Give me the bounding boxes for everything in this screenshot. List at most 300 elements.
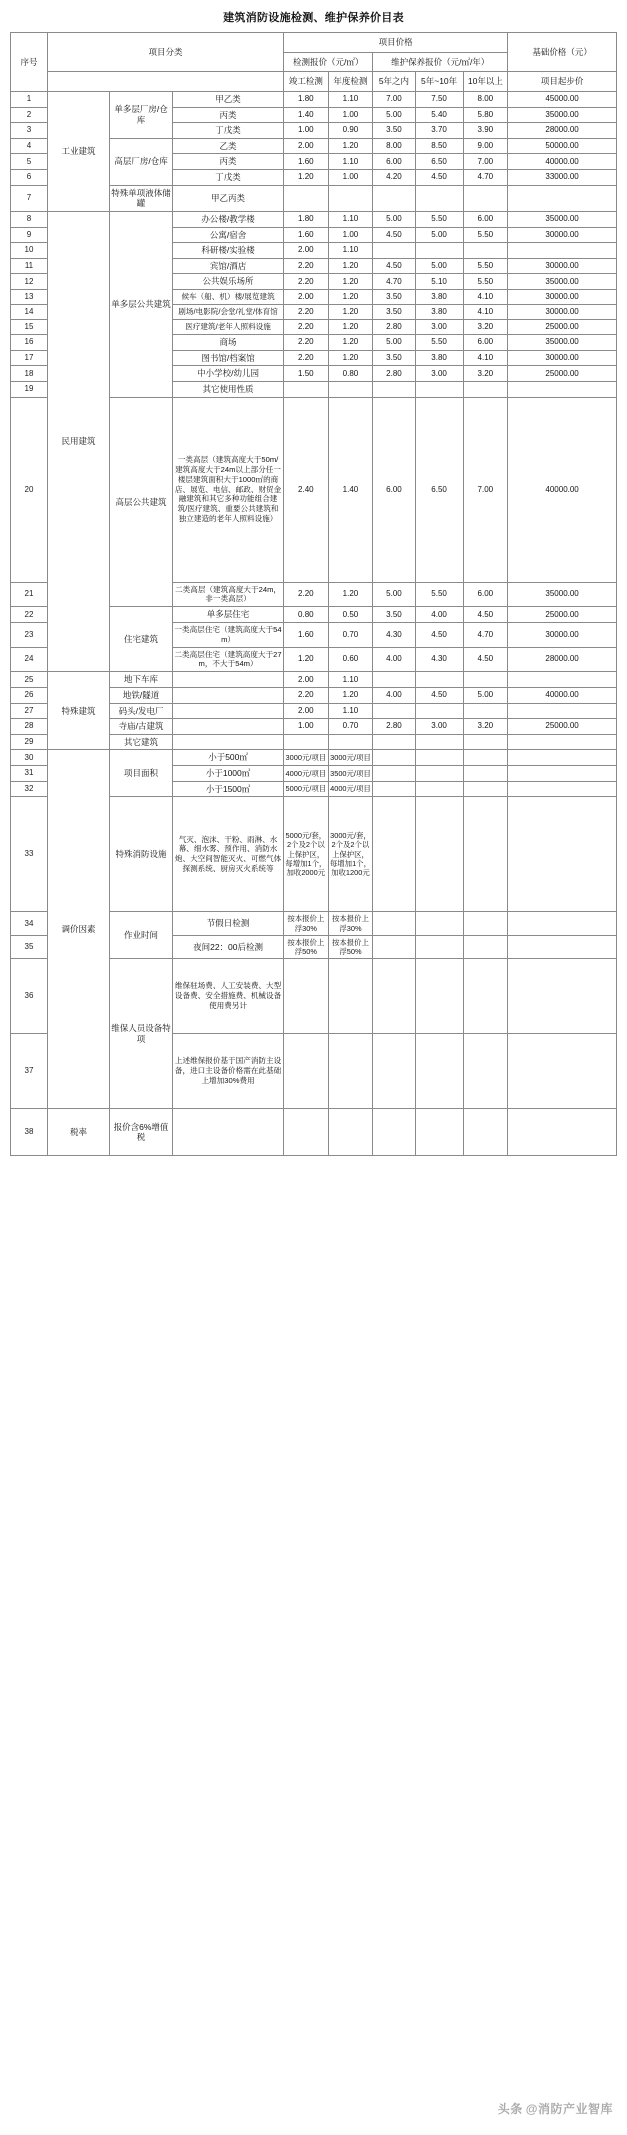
cell-base-price: 50000.00 [508, 138, 617, 154]
header-inspection-group: 检测报价（元/㎡） [284, 52, 373, 72]
cell-within5: 3.50 [373, 305, 415, 320]
cell-annual: 4000元/项目 [328, 781, 373, 797]
cell-annual: 3000元/套，2个及2个以上保护区，每增加1个，加收1200元 [328, 797, 373, 912]
cell-annual [328, 185, 373, 211]
cell-within5: 5.00 [373, 211, 415, 227]
row-index: 34 [11, 912, 48, 936]
header-col-over10: 10年以上 [463, 72, 508, 92]
row-index: 8 [11, 211, 48, 227]
row-index: 20 [11, 397, 48, 582]
cell-base-price: 35000.00 [508, 211, 617, 227]
row-name: 维保驻场费、人工安装费、大型设备费、安全措施费、机械设备使用费另计 [173, 959, 284, 1034]
cell-over10: 6.00 [463, 582, 508, 607]
row-name: 节假日检测 [173, 912, 284, 936]
row-index: 11 [11, 258, 48, 274]
row-name [173, 1109, 284, 1156]
cell-completion: 5000元/套，2个及2个以上保护区，每增加1个，加收2000元 [284, 797, 329, 912]
cell-annual: 0.70 [328, 622, 373, 647]
cell-over10: 5.00 [463, 687, 508, 703]
row-name: 科研楼/实验楼 [173, 243, 284, 259]
cell-completion: 1.20 [284, 170, 329, 186]
cell-within5 [373, 672, 415, 688]
row-index: 25 [11, 672, 48, 688]
cell-5to10: 3.70 [415, 123, 463, 139]
cell-annual: 1.00 [328, 170, 373, 186]
row-name: 寺庙/古建筑 [109, 719, 172, 735]
cell-over10: 4.70 [463, 170, 508, 186]
cell-base-price: 25000.00 [508, 320, 617, 335]
row-name: 小于1500㎡ [173, 781, 284, 797]
cell-within5: 4.70 [373, 274, 415, 290]
cell-5to10: 3.00 [415, 366, 463, 382]
cell-base-price: 30000.00 [508, 258, 617, 274]
row-index: 19 [11, 381, 48, 397]
cell-within5: 4.20 [373, 170, 415, 186]
row-index: 10 [11, 243, 48, 259]
row-index: 16 [11, 335, 48, 351]
cell-over10 [463, 734, 508, 750]
row-name: 小于500㎡ [173, 750, 284, 766]
table-body [11, 91, 617, 1155]
fire-protection-price-table [10, 32, 617, 1156]
cell-annual: 1.20 [328, 582, 373, 607]
cell-completion [284, 734, 329, 750]
cell-5to10: 8.50 [415, 138, 463, 154]
row-name: 公共娱乐场所 [173, 274, 284, 290]
cell-over10: 4.50 [463, 647, 508, 672]
cell-within5: 3.50 [373, 123, 415, 139]
subcategory-residential: 住宅建筑 [109, 607, 172, 672]
cell-within5: 2.80 [373, 366, 415, 382]
cell-completion: 1.00 [284, 123, 329, 139]
cell-annual [328, 959, 373, 1034]
table-row [11, 672, 617, 688]
cell-annual: 1.20 [328, 138, 373, 154]
subcategory-high-rise-factory: 高层厂房/仓库 [109, 138, 172, 185]
row-name-detail [173, 687, 284, 703]
row-name: 其它使用性质 [173, 381, 284, 397]
cell-within5: 3.50 [373, 350, 415, 366]
subcategory-special-tank: 特殊单项液体储罐 [109, 185, 172, 211]
cell-within5 [373, 1034, 415, 1109]
row-name: 一类高层（建筑高度大于50m/建筑高度大于24m以上部分任一楼层建筑面积大于1000㎡的商店、展览、电信、邮政、财贸金融建筑和其它多种功能组合建筑/医疗建筑、重要公共建筑和独立建造的老年人照料设施） [173, 397, 284, 582]
row-index: 17 [11, 350, 48, 366]
cell-base-price [508, 672, 617, 688]
row-name: 地下车库 [109, 672, 172, 688]
cell-completion: 2.00 [284, 672, 329, 688]
cell-completion: 2.20 [284, 687, 329, 703]
cell-annual: 0.60 [328, 647, 373, 672]
cell-base-price: 25000.00 [508, 719, 617, 735]
cell-annual: 1.00 [328, 107, 373, 123]
row-name: 甲乙丙类 [173, 185, 284, 211]
cell-base-price: 35000.00 [508, 274, 617, 290]
header-row-3 [11, 72, 617, 92]
cell-base-price: 30000.00 [508, 290, 617, 305]
cell-within5: 4.50 [373, 258, 415, 274]
row-index: 4 [11, 138, 48, 154]
cell-over10: 4.10 [463, 350, 508, 366]
cell-base-price: 28000.00 [508, 123, 617, 139]
cell-over10 [463, 703, 508, 719]
cell-annual: 3500元/项目 [328, 766, 373, 782]
row-index: 14 [11, 305, 48, 320]
subcategory-work-time: 作业时间 [109, 912, 172, 959]
cell-annual: 0.80 [328, 366, 373, 382]
row-name: 公寓/宿舍 [173, 227, 284, 243]
header-base-price-group: 基础价格（元） [508, 33, 617, 72]
cell-5to10 [415, 381, 463, 397]
cell-annual [328, 381, 373, 397]
cell-completion: 1.50 [284, 366, 329, 382]
cell-5to10 [415, 185, 463, 211]
cell-over10 [463, 672, 508, 688]
row-index: 28 [11, 719, 48, 735]
cell-completion: 按本报价上浮50% [284, 935, 329, 959]
cell-base-price [508, 781, 617, 797]
row-index: 2 [11, 107, 48, 123]
row-name: 宾馆/酒店 [173, 258, 284, 274]
cell-5to10 [415, 243, 463, 259]
row-name: 上述维保报价基于国产消防主设备，进口主设备价格需在此基础上增加30%费用 [173, 1034, 284, 1109]
row-name-detail [173, 734, 284, 750]
category-special: 特殊建筑 [47, 672, 109, 750]
cell-over10: 4.70 [463, 622, 508, 647]
cell-annual: 1.10 [328, 211, 373, 227]
row-name: 商场 [173, 335, 284, 351]
row-index: 38 [11, 1109, 48, 1156]
cell-annual: 0.90 [328, 123, 373, 139]
header-maintenance-group: 维护保养报价（元/㎡/年） [373, 52, 508, 72]
row-name: 小于1000㎡ [173, 766, 284, 782]
row-name: 办公楼/教学楼 [173, 211, 284, 227]
cell-5to10: 3.80 [415, 290, 463, 305]
cell-5to10: 4.30 [415, 647, 463, 672]
cell-over10: 5.50 [463, 274, 508, 290]
cell-completion: 2.20 [284, 305, 329, 320]
cell-5to10: 5.50 [415, 335, 463, 351]
header-index: 序号 [11, 33, 48, 92]
row-name: 医疗建筑/老年人照料设施 [173, 320, 284, 335]
cell-5to10: 5.50 [415, 211, 463, 227]
cell-completion: 2.20 [284, 582, 329, 607]
cell-base-price [508, 766, 617, 782]
row-index: 3 [11, 123, 48, 139]
cell-annual: 按本报价上浮30% [328, 912, 373, 936]
row-name: 夜间22：00后检测 [173, 935, 284, 959]
cell-within5: 6.00 [373, 154, 415, 170]
cell-5to10: 7.50 [415, 91, 463, 107]
cell-completion: 2.20 [284, 258, 329, 274]
row-name: 其它建筑 [109, 734, 172, 750]
cell-over10 [463, 1109, 508, 1156]
cell-base-price [508, 703, 617, 719]
cell-completion: 2.00 [284, 290, 329, 305]
row-index: 9 [11, 227, 48, 243]
row-index: 5 [11, 154, 48, 170]
cell-completion: 1.60 [284, 227, 329, 243]
cell-base-price [508, 935, 617, 959]
cell-5to10: 4.50 [415, 170, 463, 186]
cell-5to10: 5.00 [415, 227, 463, 243]
cell-over10: 6.00 [463, 211, 508, 227]
cell-annual: 1.20 [328, 335, 373, 351]
cell-completion: 1.00 [284, 719, 329, 735]
row-name: 乙类 [173, 138, 284, 154]
cell-completion: 1.40 [284, 107, 329, 123]
row-index: 31 [11, 766, 48, 782]
header-col-5to10: 5年~10年 [415, 72, 463, 92]
cell-annual [328, 1109, 373, 1156]
cell-over10 [463, 381, 508, 397]
cell-over10 [463, 912, 508, 936]
cell-within5: 4.00 [373, 647, 415, 672]
cell-within5: 2.80 [373, 320, 415, 335]
cell-annual: 1.10 [328, 91, 373, 107]
cell-5to10 [415, 781, 463, 797]
cell-over10: 7.00 [463, 397, 508, 582]
cell-5to10: 5.00 [415, 258, 463, 274]
cell-within5: 4.50 [373, 227, 415, 243]
cell-5to10 [415, 750, 463, 766]
cell-annual: 1.20 [328, 320, 373, 335]
cell-base-price [508, 243, 617, 259]
subcategory-project-area: 项目面积 [109, 750, 172, 797]
cell-base-price [508, 1034, 617, 1109]
row-index: 32 [11, 781, 48, 797]
cell-annual: 1.20 [328, 290, 373, 305]
cell-within5: 4.00 [373, 687, 415, 703]
table-row [11, 1109, 617, 1156]
row-index: 18 [11, 366, 48, 382]
row-name-detail [173, 672, 284, 688]
header-col-within5: 5年之内 [373, 72, 415, 92]
cell-base-price: 40000.00 [508, 154, 617, 170]
cell-annual: 1.20 [328, 274, 373, 290]
cell-within5 [373, 797, 415, 912]
row-index: 35 [11, 935, 48, 959]
cell-5to10: 5.40 [415, 107, 463, 123]
cell-5to10 [415, 959, 463, 1034]
cell-annual: 1.10 [328, 243, 373, 259]
cell-5to10: 3.80 [415, 350, 463, 366]
cell-over10 [463, 1034, 508, 1109]
cell-over10: 3.20 [463, 366, 508, 382]
cell-over10 [463, 185, 508, 211]
row-index: 24 [11, 647, 48, 672]
cell-5to10: 4.50 [415, 622, 463, 647]
cell-annual: 1.10 [328, 672, 373, 688]
cell-completion: 2.20 [284, 335, 329, 351]
cell-base-price [508, 797, 617, 912]
cell-5to10: 3.00 [415, 320, 463, 335]
category-civil: 民用建筑 [47, 211, 109, 671]
cell-5to10 [415, 912, 463, 936]
row-index: 23 [11, 622, 48, 647]
row-name: 丙类 [173, 107, 284, 123]
cell-base-price [508, 1109, 617, 1156]
cell-within5 [373, 243, 415, 259]
cell-5to10: 6.50 [415, 397, 463, 582]
cell-annual: 0.70 [328, 719, 373, 735]
cell-over10: 4.10 [463, 290, 508, 305]
cell-completion: 4000元/项目 [284, 766, 329, 782]
subcategory-staff-equipment: 维保人员设备特项 [109, 959, 172, 1109]
cell-completion: 2.20 [284, 274, 329, 290]
cell-completion: 2.00 [284, 243, 329, 259]
row-name-detail [173, 719, 284, 735]
row-index: 21 [11, 582, 48, 607]
cell-over10 [463, 959, 508, 1034]
cell-5to10: 6.50 [415, 154, 463, 170]
cell-annual [328, 734, 373, 750]
header-category: 项目分类 [47, 33, 283, 72]
row-index: 36 [11, 959, 48, 1034]
cell-completion: 2.00 [284, 138, 329, 154]
row-index: 30 [11, 750, 48, 766]
row-index: 12 [11, 274, 48, 290]
cell-within5: 5.00 [373, 107, 415, 123]
cell-base-price: 35000.00 [508, 335, 617, 351]
row-name: 丁戊类 [173, 123, 284, 139]
row-name: 二类高层住宅（建筑高度大于27m，不大于54m） [173, 647, 284, 672]
subcategory-tax-rate-value: 报价含6%增值税 [109, 1109, 172, 1156]
cell-over10: 6.00 [463, 335, 508, 351]
cell-completion: 2.20 [284, 350, 329, 366]
cell-completion: 5000元/项目 [284, 781, 329, 797]
cell-base-price: 40000.00 [508, 397, 617, 582]
cell-base-price [508, 959, 617, 1034]
row-name: 码头/发电厂 [109, 703, 172, 719]
table-row [11, 211, 617, 227]
cell-base-price: 35000.00 [508, 107, 617, 123]
cell-5to10 [415, 797, 463, 912]
cell-completion [284, 381, 329, 397]
cell-within5: 2.80 [373, 719, 415, 735]
cell-within5: 3.50 [373, 290, 415, 305]
cell-base-price: 45000.00 [508, 91, 617, 107]
row-name: 气灭、泡沫、干粉、雨淋、水幕、细水雾、预作用、消防水炮、大空间智能灭火、可燃气体探测系统、厨房灭火系统等 [173, 797, 284, 912]
cell-base-price [508, 734, 617, 750]
cell-5to10 [415, 1109, 463, 1156]
page-title: 建筑消防设施检测、维护保养价目表 [223, 12, 404, 24]
row-index: 1 [11, 91, 48, 107]
row-name: 候车（船、机）楼/展览建筑 [173, 290, 284, 305]
row-name: 中小学校/幼儿园 [173, 366, 284, 382]
row-index: 33 [11, 797, 48, 912]
cell-completion [284, 1034, 329, 1109]
cell-base-price: 35000.00 [508, 582, 617, 607]
cell-annual: 1.10 [328, 703, 373, 719]
cell-base-price [508, 185, 617, 211]
cell-within5: 5.00 [373, 335, 415, 351]
cell-base-price: 25000.00 [508, 607, 617, 623]
row-name: 二类高层（建筑高度大于24m，非一类高层） [173, 582, 284, 607]
cell-within5 [373, 703, 415, 719]
cell-base-price: 25000.00 [508, 366, 617, 382]
cell-over10 [463, 766, 508, 782]
cell-base-price: 30000.00 [508, 227, 617, 243]
cell-over10 [463, 781, 508, 797]
cell-completion: 3000元/项目 [284, 750, 329, 766]
row-index: 26 [11, 687, 48, 703]
cell-over10: 5.50 [463, 227, 508, 243]
cell-over10 [463, 935, 508, 959]
row-index: 27 [11, 703, 48, 719]
cell-base-price [508, 912, 617, 936]
row-index: 29 [11, 734, 48, 750]
cell-base-price [508, 381, 617, 397]
cell-within5: 4.30 [373, 622, 415, 647]
cell-over10: 7.00 [463, 154, 508, 170]
cell-annual: 3000元/项目 [328, 750, 373, 766]
cell-within5 [373, 781, 415, 797]
cell-annual: 1.40 [328, 397, 373, 582]
cell-annual: 1.20 [328, 258, 373, 274]
cell-within5: 3.50 [373, 607, 415, 623]
row-name: 甲乙类 [173, 91, 284, 107]
header-row-1 [11, 33, 617, 53]
category-industrial: 工业建筑 [47, 91, 109, 211]
subcategory-high-rise-public: 高层公共建筑 [109, 397, 172, 607]
cell-annual [328, 1034, 373, 1109]
cell-completion: 按本报价上浮30% [284, 912, 329, 936]
cell-completion: 1.80 [284, 211, 329, 227]
cell-annual: 1.00 [328, 227, 373, 243]
table-row [11, 750, 617, 766]
cell-over10: 3.20 [463, 320, 508, 335]
cell-over10: 3.90 [463, 123, 508, 139]
header-col-annual: 年度检测 [328, 72, 373, 92]
cell-within5: 8.00 [373, 138, 415, 154]
cell-over10: 9.00 [463, 138, 508, 154]
row-name: 丙类 [173, 154, 284, 170]
row-name: 单多层住宅 [173, 607, 284, 623]
cell-5to10: 5.10 [415, 274, 463, 290]
cell-base-price: 40000.00 [508, 687, 617, 703]
cell-completion: 1.20 [284, 647, 329, 672]
header-col-completion: 竣工检测 [284, 72, 329, 92]
cell-within5: 6.00 [373, 397, 415, 582]
cell-completion: 1.60 [284, 154, 329, 170]
table-row [11, 91, 617, 107]
cell-annual: 1.10 [328, 154, 373, 170]
cell-base-price: 30000.00 [508, 305, 617, 320]
cell-5to10 [415, 1034, 463, 1109]
category-adjustment: 调价因素 [47, 750, 109, 1109]
header-col-start-price: 项目起步价 [508, 72, 617, 92]
cell-completion [284, 1109, 329, 1156]
cell-within5 [373, 935, 415, 959]
cell-base-price [508, 750, 617, 766]
header-category-sub [47, 72, 283, 92]
cell-completion: 1.60 [284, 622, 329, 647]
cell-within5 [373, 734, 415, 750]
cell-over10 [463, 750, 508, 766]
cell-base-price: 30000.00 [508, 350, 617, 366]
cell-over10 [463, 797, 508, 912]
cell-within5 [373, 185, 415, 211]
cell-5to10 [415, 672, 463, 688]
row-index: 6 [11, 170, 48, 186]
cell-over10: 5.80 [463, 107, 508, 123]
cell-completion [284, 185, 329, 211]
cell-over10 [463, 243, 508, 259]
cell-base-price: 28000.00 [508, 647, 617, 672]
cell-completion: 2.20 [284, 320, 329, 335]
cell-annual: 1.20 [328, 687, 373, 703]
cell-base-price: 33000.00 [508, 170, 617, 186]
